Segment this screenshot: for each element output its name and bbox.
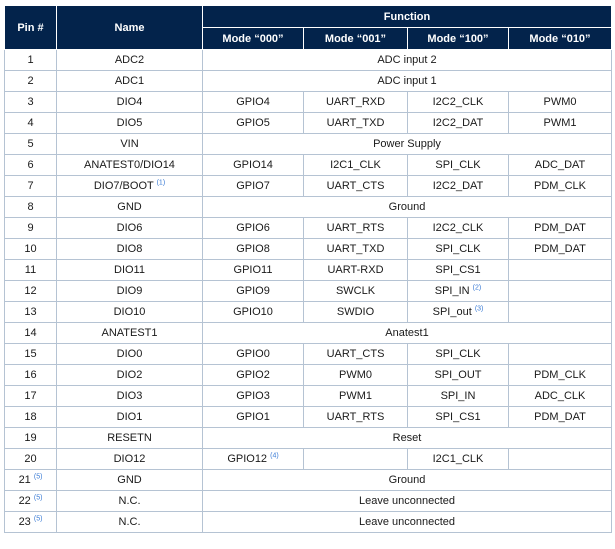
pin-name-text: DIO9	[116, 285, 143, 297]
mode-001-cell	[304, 218, 408, 239]
mode-000-cell	[203, 176, 304, 197]
mode-000-cell-text: GPIO14	[233, 159, 273, 171]
mode-000-cell	[203, 239, 304, 260]
pin-name	[57, 512, 203, 533]
pin-number	[5, 428, 57, 449]
pin-name-text: DIO12	[113, 453, 146, 465]
mode-100-cell	[408, 239, 509, 260]
pin-name	[57, 428, 203, 449]
function-span	[203, 71, 612, 92]
mode-001-cell	[304, 92, 408, 113]
table-row	[5, 260, 612, 281]
table-row	[5, 470, 612, 491]
mode-100-cell-text: SPI_CS1	[435, 411, 481, 423]
mode-100-cell	[408, 176, 509, 197]
mode-000-cell	[203, 365, 304, 386]
header-function: Function	[203, 6, 612, 28]
pin-name-text: DIO10	[113, 306, 146, 318]
mode-100-cell-text: I2C2_CLK	[432, 222, 484, 234]
pin-number-text: 11	[24, 264, 37, 276]
mode-001-cell-text: SWCLK	[335, 285, 376, 297]
pin-name	[57, 113, 203, 134]
mode-010-cell-text: PDM_DAT	[534, 243, 586, 255]
function-span	[203, 323, 612, 344]
mode-000-cell	[203, 113, 304, 134]
pin-name	[57, 491, 203, 512]
pin-number	[5, 344, 57, 365]
mode-000-cell-text: GPIO12	[227, 453, 268, 465]
pin-number	[5, 512, 57, 533]
table-row	[5, 281, 612, 302]
footnote-ref: (5)	[33, 473, 43, 481]
function-span	[203, 428, 612, 449]
pin-number	[5, 71, 57, 92]
pin-name	[57, 449, 203, 470]
pin-name-text: ADC1	[114, 75, 145, 87]
mode-000-cell	[203, 302, 304, 323]
pin-number-text: 15	[24, 348, 37, 360]
mode-100-cell-text: SPI_OUT	[434, 369, 482, 381]
function-span-text: Ground	[388, 201, 426, 213]
mode-100-cell	[408, 218, 509, 239]
pin-number	[5, 155, 57, 176]
mode-100-cell-text: I2C2_CLK	[432, 96, 484, 108]
table-row	[5, 134, 612, 155]
mode-001-cell	[304, 113, 408, 134]
mode-000-cell	[203, 218, 304, 239]
footnote-ref: (5)	[33, 515, 43, 523]
pin-number	[5, 281, 57, 302]
pin-number-text: 6	[27, 159, 34, 171]
pin-number-text: 14	[24, 327, 37, 339]
function-span-text: Leave unconnected	[358, 495, 456, 507]
mode-010-cell	[509, 386, 612, 407]
pin-name	[57, 71, 203, 92]
pin-number-text: 16	[24, 369, 37, 381]
table-row	[5, 50, 612, 71]
pin-number	[5, 470, 57, 491]
mode-001-cell	[304, 239, 408, 260]
pin-name	[57, 155, 203, 176]
mode-010-cell	[509, 449, 612, 470]
pin-number-text: 7	[27, 180, 34, 192]
footnote-ref: (2)	[472, 284, 482, 292]
mode-001-cell	[304, 155, 408, 176]
pin-number	[5, 197, 57, 218]
pin-name	[57, 302, 203, 323]
pin-name-text: DIO4	[116, 96, 143, 108]
header-pin: Pin #	[5, 6, 57, 50]
mode-000-cell-text: GPIO6	[236, 222, 270, 234]
pin-name	[57, 323, 203, 344]
pin-name-text: ANATEST0/DIO14	[84, 159, 175, 171]
mode-000-cell-text: GPIO9	[236, 285, 270, 297]
function-span	[203, 512, 612, 533]
mode-010-cell	[509, 365, 612, 386]
pin-name	[57, 344, 203, 365]
pin-number-text: 2	[27, 75, 34, 87]
mode-000-cell-text: GPIO2	[236, 369, 270, 381]
mode-010-cell-text: PDM_CLK	[534, 369, 586, 381]
header-mode-000: Mode “000”	[203, 28, 304, 50]
mode-001-cell-text: UART_RTS	[326, 411, 385, 423]
pin-name	[57, 134, 203, 155]
pin-number	[5, 134, 57, 155]
pin-name-text: RESETN	[107, 432, 152, 444]
pin-name-text: DIO6	[116, 222, 143, 234]
mode-100-cell	[408, 407, 509, 428]
pin-name-text: DIO7/BOOT	[93, 180, 154, 192]
mode-100-cell	[408, 365, 509, 386]
mode-001-cell-text: PWM0	[339, 369, 372, 381]
pin-number	[5, 407, 57, 428]
pin-number	[5, 302, 57, 323]
mode-000-cell-text: GPIO1	[236, 411, 270, 423]
mode-100-cell-text: SPI_CS1	[435, 264, 481, 276]
pin-number	[5, 491, 57, 512]
mode-001-cell-text: UART_TXD	[326, 117, 385, 129]
pin-number-text: 18	[24, 411, 37, 423]
mode-001-cell	[304, 260, 408, 281]
pin-number	[5, 323, 57, 344]
function-span	[203, 134, 612, 155]
table-row	[5, 344, 612, 365]
mode-001-cell-text: PWM1	[339, 390, 372, 402]
mode-000-cell	[203, 155, 304, 176]
mode-001-cell	[304, 176, 408, 197]
pin-name-text: VIN	[120, 138, 139, 150]
function-span-text: Leave unconnected	[358, 516, 456, 528]
pin-name-text: DIO3	[116, 390, 143, 402]
table-row	[5, 407, 612, 428]
mode-100-cell	[408, 92, 509, 113]
mode-010-cell	[509, 113, 612, 134]
pin-name-text: DIO1	[116, 411, 143, 423]
mode-010-cell	[509, 155, 612, 176]
pin-name	[57, 176, 203, 197]
table-row	[5, 71, 612, 92]
function-span-text: Power Supply	[373, 138, 441, 150]
table-row	[5, 449, 612, 470]
footnote-ref: (5)	[33, 494, 43, 502]
table-row	[5, 218, 612, 239]
pin-name-text: ADC2	[114, 54, 145, 66]
pin-number-text: 3	[27, 96, 34, 108]
mode-100-cell	[408, 113, 509, 134]
pin-number-text: 19	[24, 432, 37, 444]
footnote-ref: (4)	[270, 452, 279, 460]
table-row	[5, 176, 612, 197]
mode-010-cell	[509, 407, 612, 428]
pin-number	[5, 218, 57, 239]
mode-010-cell	[509, 239, 612, 260]
pin-number-text: 12	[24, 285, 37, 297]
pin-name	[57, 407, 203, 428]
table-row	[5, 323, 612, 344]
mode-010-cell-text: PWM1	[543, 117, 577, 129]
pin-number-text: 22	[18, 495, 31, 507]
pin-name-text: DIO0	[116, 348, 143, 360]
mode-010-cell	[509, 344, 612, 365]
pin-number-text: 5	[27, 138, 34, 150]
mode-000-cell-text: GPIO7	[236, 180, 270, 192]
mode-001-cell-text: UART_RXD	[325, 96, 386, 108]
table-row	[5, 491, 612, 512]
function-span-text: ADC input 1	[377, 75, 437, 87]
pin-name	[57, 281, 203, 302]
pin-number-text: 10	[24, 243, 37, 255]
header-mode-010: Mode “010”	[509, 28, 612, 50]
pin-number	[5, 239, 57, 260]
mode-001-cell-text: UART_RTS	[326, 222, 385, 234]
table-row	[5, 155, 612, 176]
mode-000-cell	[203, 260, 304, 281]
mode-000-cell-text: GPIO0	[236, 348, 270, 360]
mode-010-cell-text: PDM_DAT	[534, 222, 586, 234]
mode-001-cell-text: I2C1_CLK	[330, 159, 381, 171]
pin-name-text: DIO8	[116, 243, 143, 255]
mode-010-cell-text: ADC_CLK	[534, 390, 586, 402]
mode-000-cell-text: GPIO5	[236, 117, 270, 129]
mode-100-cell-text: SPI_CLK	[435, 243, 481, 255]
pin-name	[57, 470, 203, 491]
pin-number-text: 1	[27, 54, 34, 66]
footnote-ref: (3)	[474, 305, 484, 313]
mode-100-cell	[408, 302, 509, 323]
pin-number-text: 23	[18, 516, 31, 528]
mode-001-cell-text: UART_CTS	[326, 348, 385, 360]
mode-100-cell-text: SPI_IN	[440, 390, 476, 402]
pin-number	[5, 449, 57, 470]
mode-010-cell	[509, 281, 612, 302]
mode-100-cell	[408, 260, 509, 281]
header-mode-100: Mode “100”	[408, 28, 509, 50]
pin-name-text: N.C.	[118, 495, 141, 507]
function-span-text: Ground	[388, 474, 426, 486]
mode-000-cell-text: GPIO8	[236, 243, 270, 255]
header-mode-001: Mode “001”	[304, 28, 408, 50]
mode-000-cell-text: GPIO3	[236, 390, 270, 402]
mode-100-cell-text: SPI_CLK	[435, 348, 481, 360]
mode-001-cell	[304, 386, 408, 407]
pin-number	[5, 386, 57, 407]
function-span-text: ADC input 2	[377, 54, 437, 66]
pin-table-body	[5, 50, 612, 533]
pin-number-text: 13	[24, 306, 37, 318]
function-span	[203, 470, 612, 491]
pin-name-text: N.C.	[118, 516, 141, 528]
function-span-text: Reset	[392, 432, 422, 444]
mode-100-cell	[408, 449, 509, 470]
mode-001-cell	[304, 449, 408, 470]
mode-010-cell	[509, 176, 612, 197]
mode-100-cell-text: I2C2_DAT	[432, 117, 484, 129]
pin-name-text: ANATEST1	[101, 327, 158, 339]
mode-001-cell	[304, 365, 408, 386]
table-row	[5, 302, 612, 323]
header-name: Name	[57, 6, 203, 50]
table-row	[5, 365, 612, 386]
pin-name	[57, 260, 203, 281]
mode-000-cell-text: GPIO4	[236, 96, 270, 108]
mode-100-cell-text: SPI_IN	[434, 285, 470, 297]
pin-number-text: 17	[24, 390, 37, 402]
pin-name-text: DIO11	[114, 264, 145, 276]
footnote-ref: (1)	[156, 179, 166, 187]
pin-number	[5, 113, 57, 134]
mode-100-cell-text: SPI_CLK	[435, 159, 481, 171]
pin-name	[57, 218, 203, 239]
mode-000-cell-text: GPIO10	[233, 306, 273, 318]
mode-000-cell	[203, 407, 304, 428]
pin-name	[57, 92, 203, 113]
mode-100-cell	[408, 281, 509, 302]
function-span	[203, 197, 612, 218]
table-row	[5, 113, 612, 134]
mode-001-cell	[304, 407, 408, 428]
mode-000-cell	[203, 449, 304, 470]
function-span	[203, 491, 612, 512]
mode-000-cell	[203, 92, 304, 113]
table-row	[5, 239, 612, 260]
mode-001-cell-text: UART_TXD	[326, 243, 385, 255]
pin-name	[57, 197, 203, 218]
pin-name	[57, 50, 203, 71]
pin-number	[5, 50, 57, 71]
mode-000-cell	[203, 344, 304, 365]
mode-010-cell-text: PWM0	[543, 96, 577, 108]
mode-010-cell-text: PDM_DAT	[534, 411, 586, 423]
pin-number	[5, 176, 57, 197]
function-span	[203, 50, 612, 71]
pin-number	[5, 92, 57, 113]
mode-001-cell	[304, 302, 408, 323]
mode-001-cell	[304, 344, 408, 365]
mode-000-cell-text: GPIO11	[233, 264, 273, 276]
mode-100-cell	[408, 386, 509, 407]
pin-name-text: GND	[117, 474, 142, 486]
pin-name-text: DIO2	[116, 369, 143, 381]
pin-function-table	[4, 5, 612, 533]
mode-100-cell-text: SPI_out	[432, 306, 472, 318]
pin-number-text: 9	[27, 222, 34, 234]
mode-001-cell-text: UART-RXD	[327, 264, 384, 276]
table-row	[5, 386, 612, 407]
pin-number-text: 8	[27, 201, 34, 213]
table-row	[5, 512, 612, 533]
pin-number	[5, 365, 57, 386]
mode-100-cell-text: I2C1_CLK	[432, 453, 484, 465]
mode-010-cell-text: ADC_DAT	[534, 159, 586, 171]
mode-100-cell	[408, 344, 509, 365]
pin-number-text: 4	[27, 117, 34, 129]
pin-name	[57, 365, 203, 386]
pin-number	[5, 260, 57, 281]
mode-010-cell-text: PDM_CLK	[534, 180, 586, 192]
mode-001-cell-text: SWDIO	[336, 306, 375, 318]
mode-100-cell-text: I2C2_DAT	[432, 180, 484, 192]
pin-number-text: 20	[24, 453, 37, 465]
mode-001-cell	[304, 281, 408, 302]
mode-100-cell	[408, 155, 509, 176]
pin-name	[57, 239, 203, 260]
pin-name-text: DIO5	[116, 117, 143, 129]
mode-010-cell	[509, 218, 612, 239]
mode-010-cell	[509, 302, 612, 323]
pin-name	[57, 386, 203, 407]
mode-000-cell	[203, 281, 304, 302]
mode-001-cell-text: UART_CTS	[326, 180, 385, 192]
mode-010-cell	[509, 260, 612, 281]
table-row	[5, 428, 612, 449]
mode-010-cell	[509, 92, 612, 113]
table-row	[5, 92, 612, 113]
function-span-text: Anatest1	[385, 327, 429, 339]
mode-000-cell	[203, 386, 304, 407]
table-row	[5, 197, 612, 218]
pin-name-text: GND	[117, 201, 142, 213]
pin-number-text: 21	[18, 474, 31, 486]
